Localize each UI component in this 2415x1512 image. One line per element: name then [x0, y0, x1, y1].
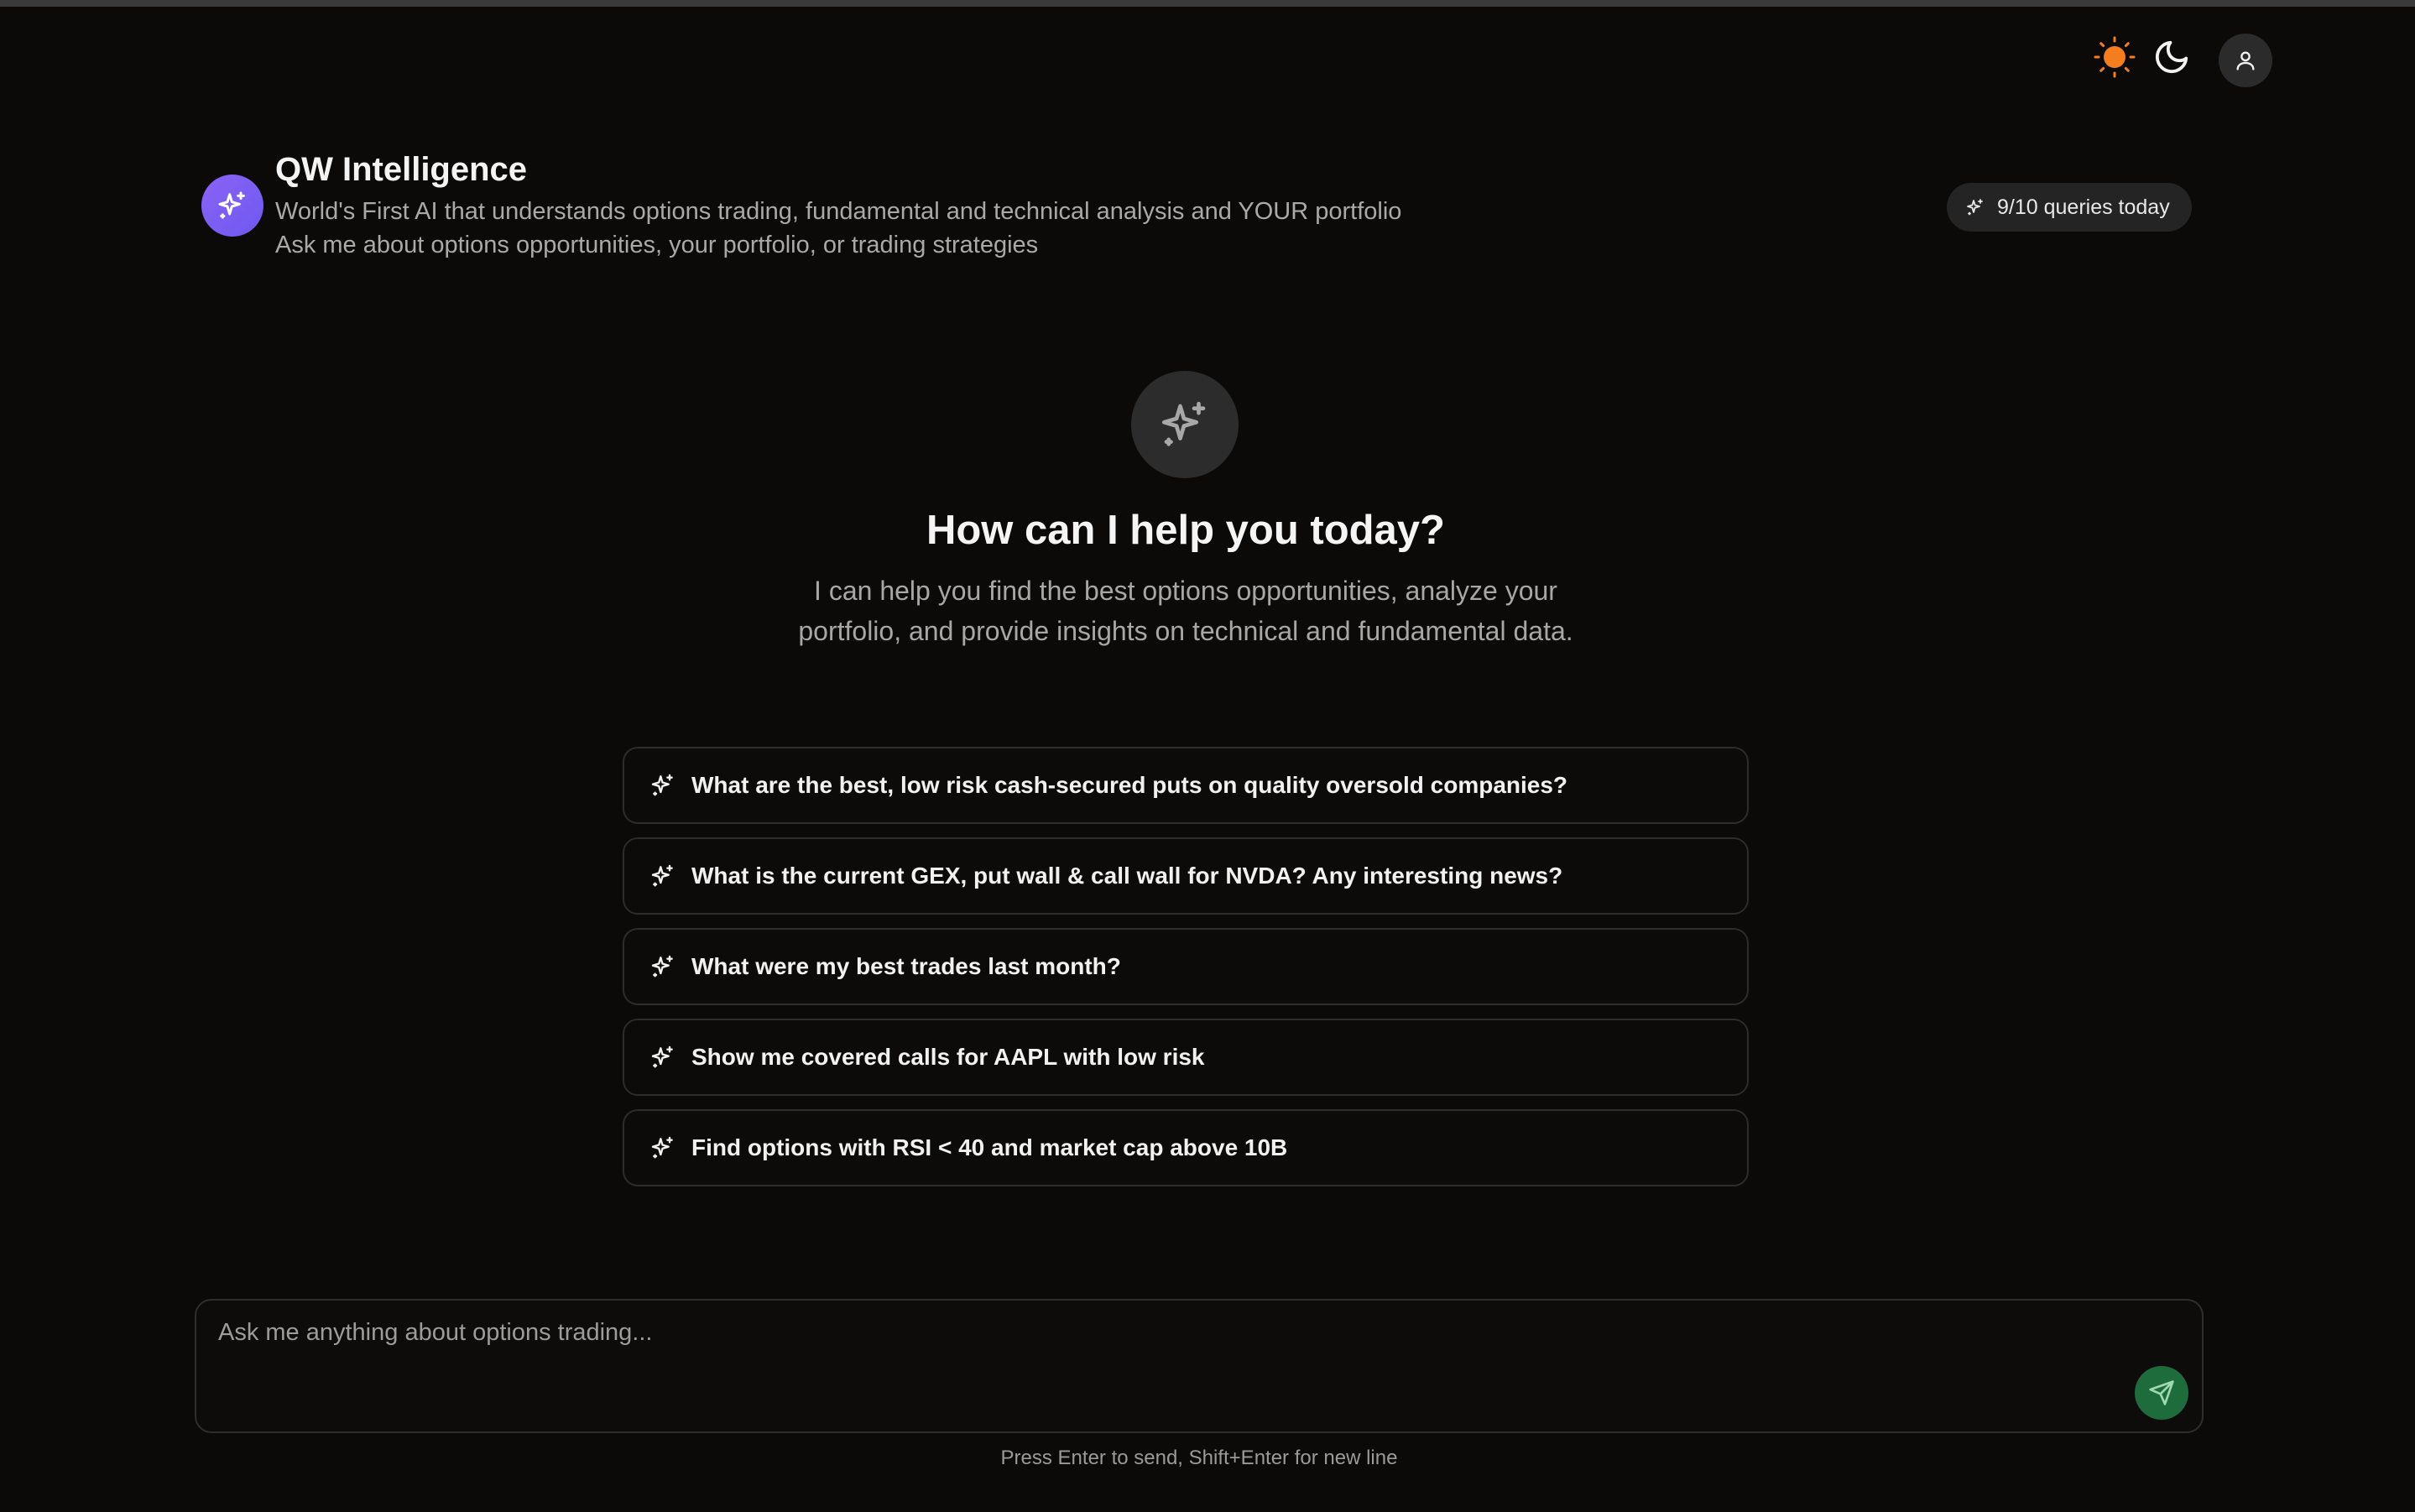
suggestion-button[interactable] — [623, 1019, 1749, 1096]
window-top-bar — [0, 0, 2415, 7]
moon-icon — [2152, 38, 2191, 76]
hero-icon-circle — [1131, 371, 1239, 478]
sparkles-icon — [1157, 397, 1213, 452]
page-subtitle-secondary: Ask me about options opportunities, your portfolio, or trading strategies — [275, 232, 1039, 258]
queries-usage-label: 9/10 queries today — [1997, 195, 2170, 219]
chat-input-container — [195, 1299, 2204, 1433]
sun-icon — [2093, 35, 2136, 79]
input-hint: Press Enter to send, Shift+Enter for new line — [1000, 1447, 1398, 1469]
suggestion-label: What were my best trades last month? — [691, 953, 1121, 979]
suggestion-label: What are the best, low risk cash-secured puts on quality oversold companies? — [691, 772, 1568, 798]
user-icon — [2234, 49, 2257, 72]
chat-input[interactable] — [216, 1317, 2133, 1413]
suggestion-button[interactable] — [623, 1109, 1749, 1186]
sparkles-icon — [1965, 197, 1985, 217]
sparkles-icon — [216, 189, 249, 222]
suggestion-label: What is the current GEX, put wall & call wall for NVDA? Any interesting news? — [691, 863, 1563, 889]
user-profile-button[interactable] — [2219, 34, 2272, 87]
hero-title: How can I help you today? — [926, 508, 1445, 553]
sparkles-icon — [649, 1134, 676, 1161]
suggestion-label: Show me covered calls for AAPL with low risk — [691, 1044, 1205, 1070]
suggestion-button[interactable] — [623, 747, 1749, 824]
suggestion-button[interactable] — [623, 837, 1749, 915]
send-icon — [2148, 1379, 2175, 1406]
suggestion-button[interactable] — [623, 928, 1749, 1005]
theme-light-button[interactable] — [2088, 30, 2141, 84]
app-logo — [201, 175, 263, 237]
sparkles-icon — [649, 863, 676, 889]
send-button[interactable] — [2135, 1366, 2188, 1420]
sparkles-icon — [649, 953, 676, 980]
queries-usage-badge — [1947, 183, 2192, 232]
hero-description: I can help you find the best options opportunities, analyze your portfolio, and provide insights on technical and fundamental data. — [798, 576, 1573, 646]
suggestion-list — [623, 747, 1749, 1200]
top-controls — [0, 30, 2415, 89]
page-title: QW Intelligence — [275, 151, 528, 188]
sparkles-icon — [649, 1044, 676, 1071]
suggestion-label: Find options with RSI < 40 and market cap above 10B — [691, 1134, 1288, 1160]
sparkles-icon — [649, 772, 676, 799]
theme-dark-button[interactable] — [2145, 30, 2199, 84]
page-subtitle: World's First AI that understands options trading, fundamental and technical analysis and YOUR portfolio — [275, 198, 1402, 225]
